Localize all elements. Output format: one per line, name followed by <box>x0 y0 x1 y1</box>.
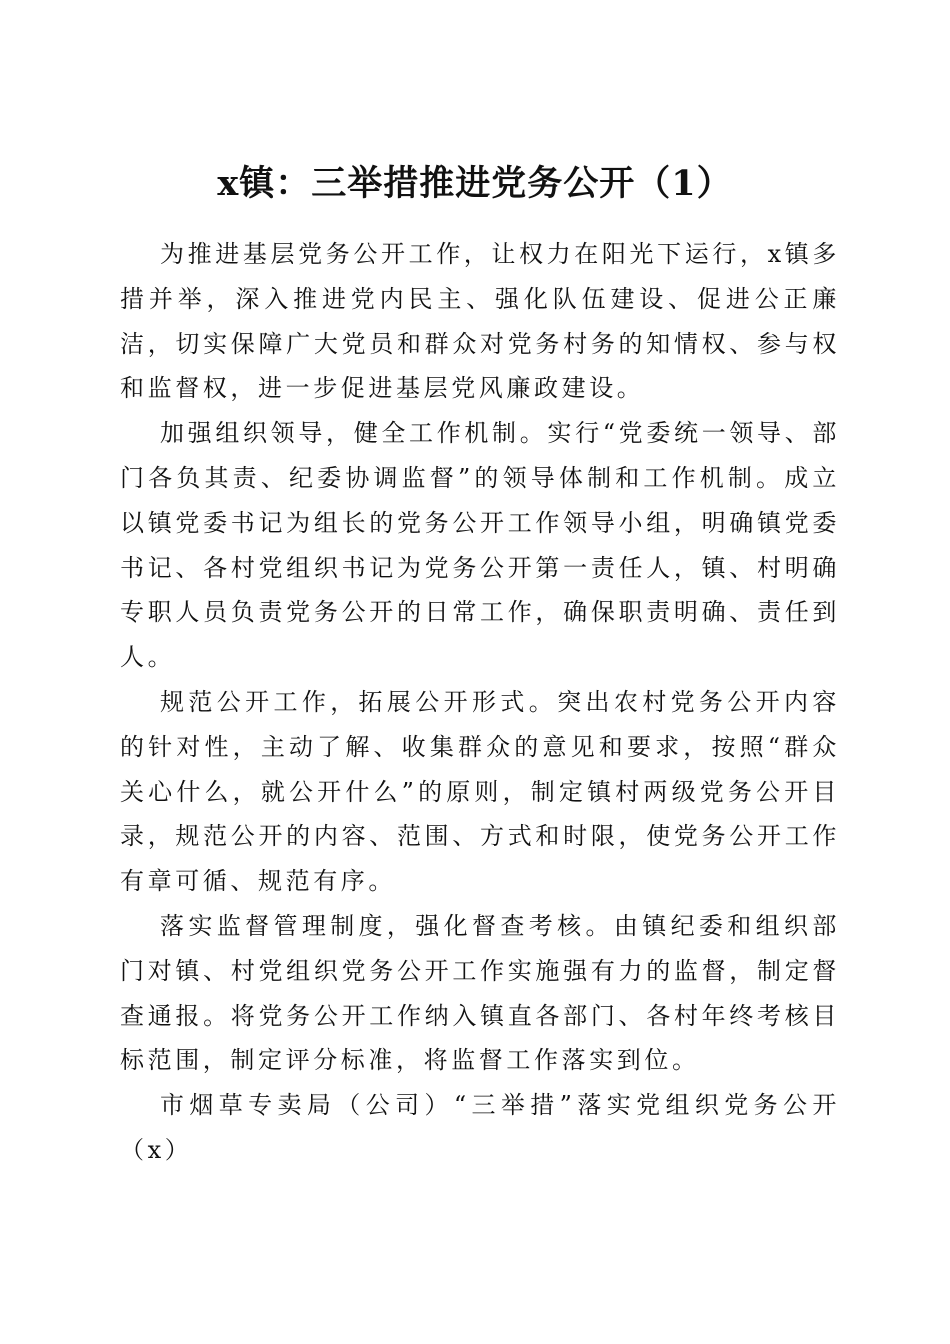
paragraph-organization: 加强组织领导，健全工作机制。实行“党委统一领导、部门各负其责、纪委协调监督”的领导体制和工作机制。成立以镇党委书记为组长的党务公开工作领导小组，明确镇党委书记、各村党组织书记为党务公开第一责任人，镇、村明确专职人员负责党务公开的日常工作，确保职责明确、责任到人。 <box>120 419 840 672</box>
paragraph-related-title: 市烟草专卖局（公司）“三举措”落实党组织党务公开（x） <box>120 1091 840 1164</box>
paragraph-supervision: 落实监督管理制度，强化督查考核。由镇纪委和组织部门对镇、村党组织党务公开工作实施强有力的监督，制定督查通报。将党务公开工作纳入镇直各部门、各村年终考核目标范围，制定评分标准，将监督工作落实到位。 <box>120 911 840 1075</box>
document-title: x镇：三举措推进党务公开（1） <box>217 163 733 205</box>
document-body <box>120 232 840 1173</box>
paragraph-intro: 为推进基层党务公开工作，让权力在阳光下运行，x镇多措并举，深入推进党内民主、强化队伍建设、促进公正廉洁，切实保障广大党员和群众对党务村务的知情权、参与权和监督权，进一步促进基层党风廉政建设。 <box>120 240 840 403</box>
paragraph-standardize: 规范公开工作，拓展公开形式。突出农村党务公开内容的针对性，主动了解、收集群众的意见和要求，按照“群众关心什么，就公开什么”的原则，制定镇村两级党务公开目录，规范公开的内容、范围、方式和时限，使党务公开工作有章可循、规范有序。 <box>120 687 840 896</box>
